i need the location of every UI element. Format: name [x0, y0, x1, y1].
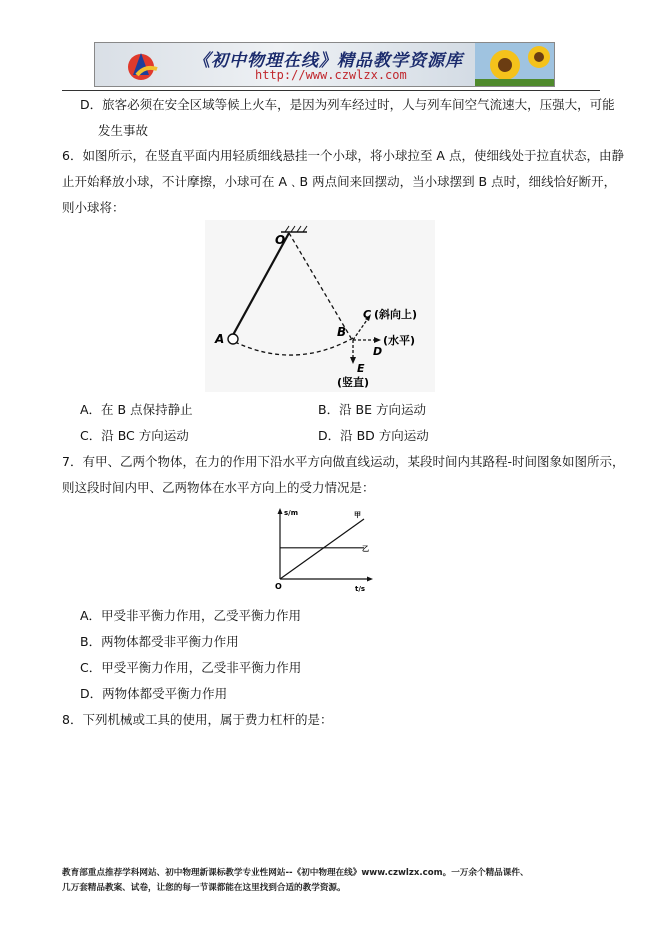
label-b: B: [337, 325, 347, 339]
header-rule: [62, 90, 600, 91]
series-label-1: 甲: [354, 511, 361, 519]
pendulum-figure: [205, 220, 435, 392]
q5-option-d-line2: 发生事故: [98, 123, 149, 138]
label-d: D: [373, 345, 383, 358]
sunflower-image: [475, 43, 554, 86]
label-e: E: [357, 362, 365, 375]
series-line-1: [280, 519, 364, 579]
q5-option-d-line1: D．旅客必须在安全区域等候上火车，是因为列车经过时，人与列车间空气流速大，压强大，可能: [80, 97, 615, 112]
q7-stem-line2: 则这段时间内甲、乙两物体在水平方向上的受力情况是：: [62, 480, 375, 495]
y-axis-arrow-icon: [278, 508, 283, 514]
label-a: A: [215, 332, 225, 346]
q7-stem-line1: 7．有甲、乙两个物体，在力的作用下沿水平方向做直线运动，某段时间内其路程-时间图象如图所示，: [62, 454, 625, 469]
label-c-note: (斜向上): [374, 308, 418, 321]
page-footer: [62, 866, 622, 896]
q6-option-c: C．沿 BC 方向运动: [80, 428, 189, 443]
q7-option-b: B．两物体都受非平衡力作用: [80, 634, 239, 649]
label-e-note: (竖直): [337, 376, 370, 389]
q7-option-d: D．两物体都受平衡力作用: [80, 686, 228, 701]
series-label-2: 乙: [362, 544, 369, 553]
q7-option-c: C．甲受平衡力作用，乙受非平衡力作用: [80, 660, 302, 675]
y-axis-label: s/m: [284, 509, 299, 517]
origin-label: O: [275, 582, 282, 591]
banner-title: 《初中物理在线》精品教学资源库: [193, 51, 463, 71]
label-d-note: (水平): [383, 334, 416, 347]
label-o: O: [275, 233, 286, 247]
site-logo: [123, 47, 163, 83]
x-axis-label: t/s: [355, 585, 366, 593]
q6-option-b: B．沿 BE 方向运动: [318, 402, 426, 417]
x-axis-arrow-icon: [367, 577, 373, 582]
s-t-graph: [266, 505, 378, 595]
footer-line2: 几万套精品教案、试卷，让您的每一节课都能在这里找到合适的教学资源。: [62, 883, 346, 893]
q6-option-a: A．在 B 点保持静止: [80, 402, 193, 417]
footer-line1: 教育部重点推荐学科网站、初中物理新课标教学专业性网站--《初中物理在线》www.czwlzx.com。一万余个精品课件、: [62, 868, 529, 878]
header-banner: [94, 42, 555, 87]
banner-url: http://www.czwlzx.com: [255, 68, 407, 82]
label-c: C: [363, 308, 372, 321]
q8-stem: 8．下列机械或工具的使用，属于费力杠杆的是：: [62, 712, 333, 727]
q6-stem-line3: 则小球将：: [62, 200, 125, 215]
q6-stem-line2: 止开始释放小球，不计摩擦，小球可在 A﹑B 两点间来回摆动，当小球摆到 B 点时，细线恰好断开，: [62, 174, 617, 189]
q7-option-a: A．甲受非平衡力作用，乙受平衡力作用: [80, 608, 302, 623]
q6-stem-line1: 6．如图所示，在竖直平面内用轻质细线悬挂一个小球，将小球拉至 A 点，使细线处于拉直状态，由静: [62, 148, 624, 163]
q6-option-d: D．沿 BD 方向运动: [318, 428, 429, 443]
